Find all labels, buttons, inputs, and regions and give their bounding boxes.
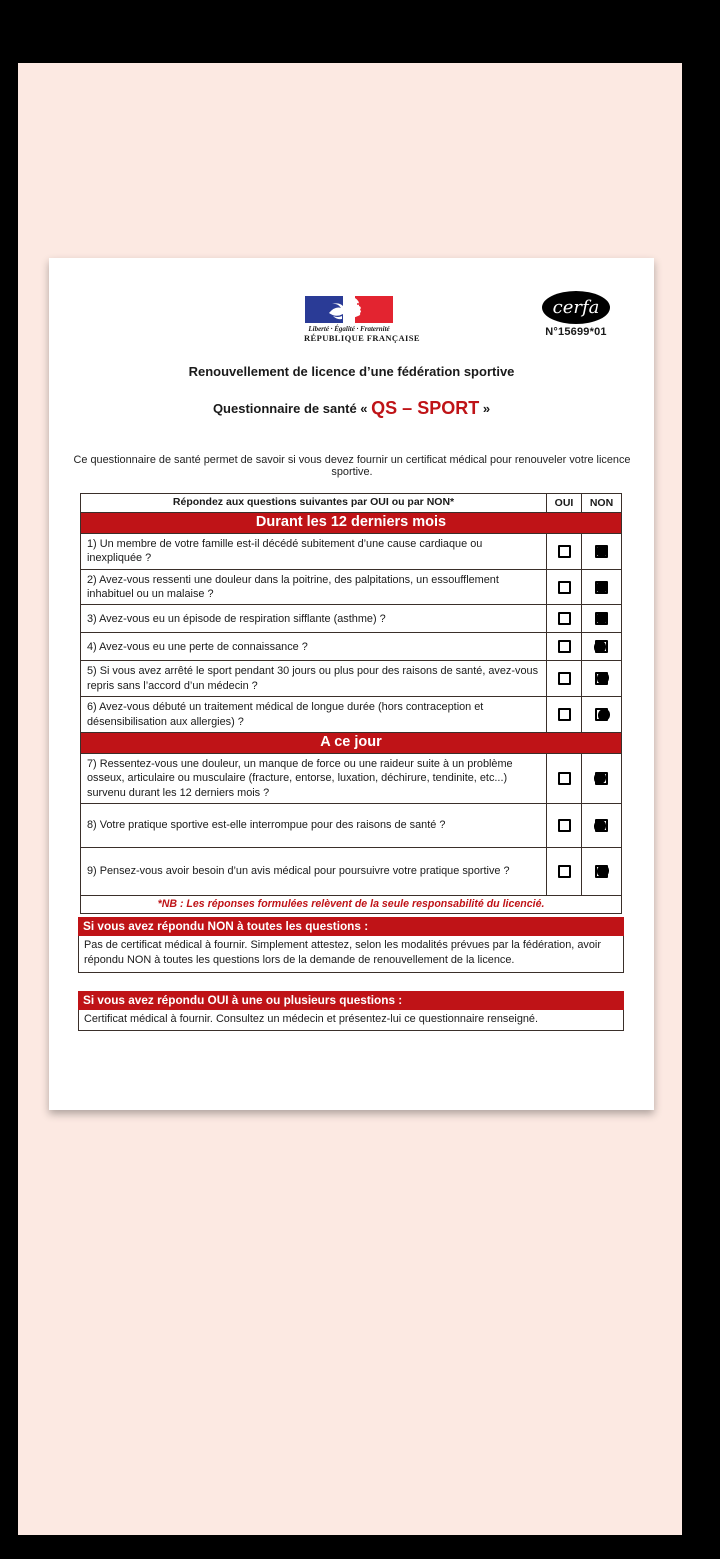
q5-non-checkbox[interactable]	[595, 672, 608, 685]
table-footnote: *NB : Les réponses formulées relèvent de la seule responsabilité du licencié.	[81, 895, 621, 913]
oui-cell-q4	[547, 633, 582, 660]
non-cell-q7	[582, 754, 621, 803]
question-row-6	[81, 696, 621, 732]
republique-text: RÉPUBLIQUE FRANÇAISE	[304, 333, 420, 343]
oui-cell-q2	[547, 570, 582, 605]
document-page	[49, 258, 654, 1110]
q1-non-checkbox[interactable]	[595, 545, 608, 558]
result-block-1-title: Si vous avez répondu NON à toutes les questions :	[78, 917, 624, 936]
question-text-5: 5) Si vous avez arrêté le sport pendant 30 jours ou plus pour des raisons de santé, avez-vous repris sans l’accord d’un médecin ?	[81, 661, 547, 696]
question-text-4: 4) Avez-vous eu une perte de connaissance ?	[81, 633, 547, 660]
question-row-9	[81, 847, 621, 895]
intro-paragraph: Ce questionnaire de santé permet de savoir si vous devez fournir un certificat médical pour renouveler votre licence sportive.	[73, 454, 631, 478]
q9-non-checkbox[interactable]	[595, 865, 608, 878]
document-subtitle	[49, 398, 654, 419]
result-block-2-body: Certificat médical à fournir. Consultez un médecin et présentez-lui ce questionnaire renseigné.	[78, 1010, 624, 1031]
document-title: Renouvellement de licence d’une fédération sportive	[188, 364, 515, 379]
result-block-2	[78, 991, 624, 1031]
q7-non-checkbox[interactable]	[595, 772, 608, 785]
question-row-2	[81, 569, 621, 605]
q8-non-checkbox[interactable]	[595, 819, 608, 832]
section-band-1: Durant les 12 derniers mois	[81, 512, 621, 533]
non-cell-q3	[582, 605, 621, 632]
q4-non-checkbox[interactable]	[595, 640, 608, 653]
oui-cell-q3	[547, 605, 582, 632]
non-cell-q8	[582, 804, 621, 847]
section-band-2: A ce jour	[81, 732, 621, 753]
question-row-5	[81, 660, 621, 696]
cerfa-number: N°15699*01	[545, 326, 607, 338]
question-text-7: 7) Ressentez-vous une douleur, un manque de force ou une raideur suite à un problème osseux, articulaire ou musculaire (fracture, entorse, luxation, déchirure, tendinite, etc...) survenu durant les 12 derniers mois ?	[81, 754, 547, 803]
q9-oui-checkbox[interactable]	[558, 865, 571, 878]
oui-cell-q8	[547, 804, 582, 847]
q5-oui-checkbox[interactable]	[558, 672, 571, 685]
table-header-non: NON	[589, 496, 614, 509]
question-text-3: 3) Avez-vous eu un épisode de respiration sifflante (asthme) ?	[81, 605, 547, 632]
subtitle-highlight: QS – SPORT	[371, 398, 480, 418]
q1-oui-checkbox[interactable]	[558, 545, 571, 558]
oui-cell-q9	[547, 848, 582, 895]
result-block-2-title: Si vous avez répondu OUI à une ou plusieurs questions :	[78, 991, 624, 1010]
q4-oui-checkbox[interactable]	[558, 640, 571, 653]
q6-oui-checkbox[interactable]	[558, 708, 571, 721]
question-text-8: 8) Votre pratique sportive est-elle interrompue pour des raisons de santé ?	[81, 804, 547, 847]
question-row-3	[81, 604, 621, 632]
non-cell-q4	[582, 633, 621, 660]
question-text-9: 9) Pensez-vous avoir besoin d’un avis médical pour poursuivre votre pratique sportive ?	[81, 848, 547, 895]
republique-francaise-logo	[304, 296, 420, 343]
cerfa-label: cerfa	[552, 296, 600, 318]
non-cell-q6	[582, 697, 621, 732]
non-cell-q2	[582, 570, 621, 605]
non-cell-q1	[582, 534, 621, 569]
question-row-1	[81, 533, 621, 569]
q3-oui-checkbox[interactable]	[558, 612, 571, 625]
cerfa-ellipse-icon	[542, 291, 610, 324]
q2-oui-checkbox[interactable]	[558, 581, 571, 594]
result-block-1-body: Pas de certificat médical à fournir. Simplement attestez, selon les modalités prévues par la fédération, avoir répondu NON à toutes les questions lors de la demande de renouvellement de la licence.	[78, 936, 624, 973]
subtitle-suffix: »	[482, 401, 491, 416]
question-rows-container	[81, 512, 621, 895]
non-cell-q9	[582, 848, 621, 895]
table-header-row	[81, 494, 621, 512]
q8-oui-checkbox[interactable]	[558, 819, 571, 832]
q7-oui-checkbox[interactable]	[558, 772, 571, 785]
oui-cell-q7	[547, 754, 582, 803]
table-header-oui: OUI	[547, 494, 582, 512]
question-row-7	[81, 753, 621, 803]
table-header-question: Répondez aux questions suivantes par OUI ou par NON*	[81, 494, 547, 512]
question-row-4	[81, 632, 621, 660]
question-row-8	[81, 803, 621, 847]
questionnaire-table	[80, 493, 622, 914]
q6-non-checkbox[interactable]	[595, 708, 608, 721]
oui-cell-q1	[547, 534, 582, 569]
question-text-6: 6) Avez-vous débuté un traitement médical de longue durée (hors contraception et désensibilisation aux allergies) ?	[81, 697, 547, 732]
result-block-1	[78, 917, 624, 973]
oui-cell-q5	[547, 661, 582, 696]
motto-text: Liberté · Égalité · Fraternité	[308, 325, 390, 333]
pink-background	[18, 63, 682, 1535]
q2-non-checkbox[interactable]	[595, 581, 608, 594]
question-text-1: 1) Un membre de votre famille est-il décédé subitement d’une cause cardiaque ou inexpliquée ?	[81, 534, 547, 569]
subtitle-prefix: Questionnaire de santé «	[212, 401, 368, 416]
oui-cell-q6	[547, 697, 582, 732]
french-flag-marianne-icon	[305, 296, 393, 323]
q3-non-checkbox[interactable]	[595, 612, 608, 625]
cerfa-logo	[535, 291, 617, 338]
question-text-2: 2) Avez-vous ressenti une douleur dans la poitrine, des palpitations, un essoufflement inhabituel ou un malaise ?	[81, 570, 547, 605]
non-cell-q5	[582, 661, 621, 696]
